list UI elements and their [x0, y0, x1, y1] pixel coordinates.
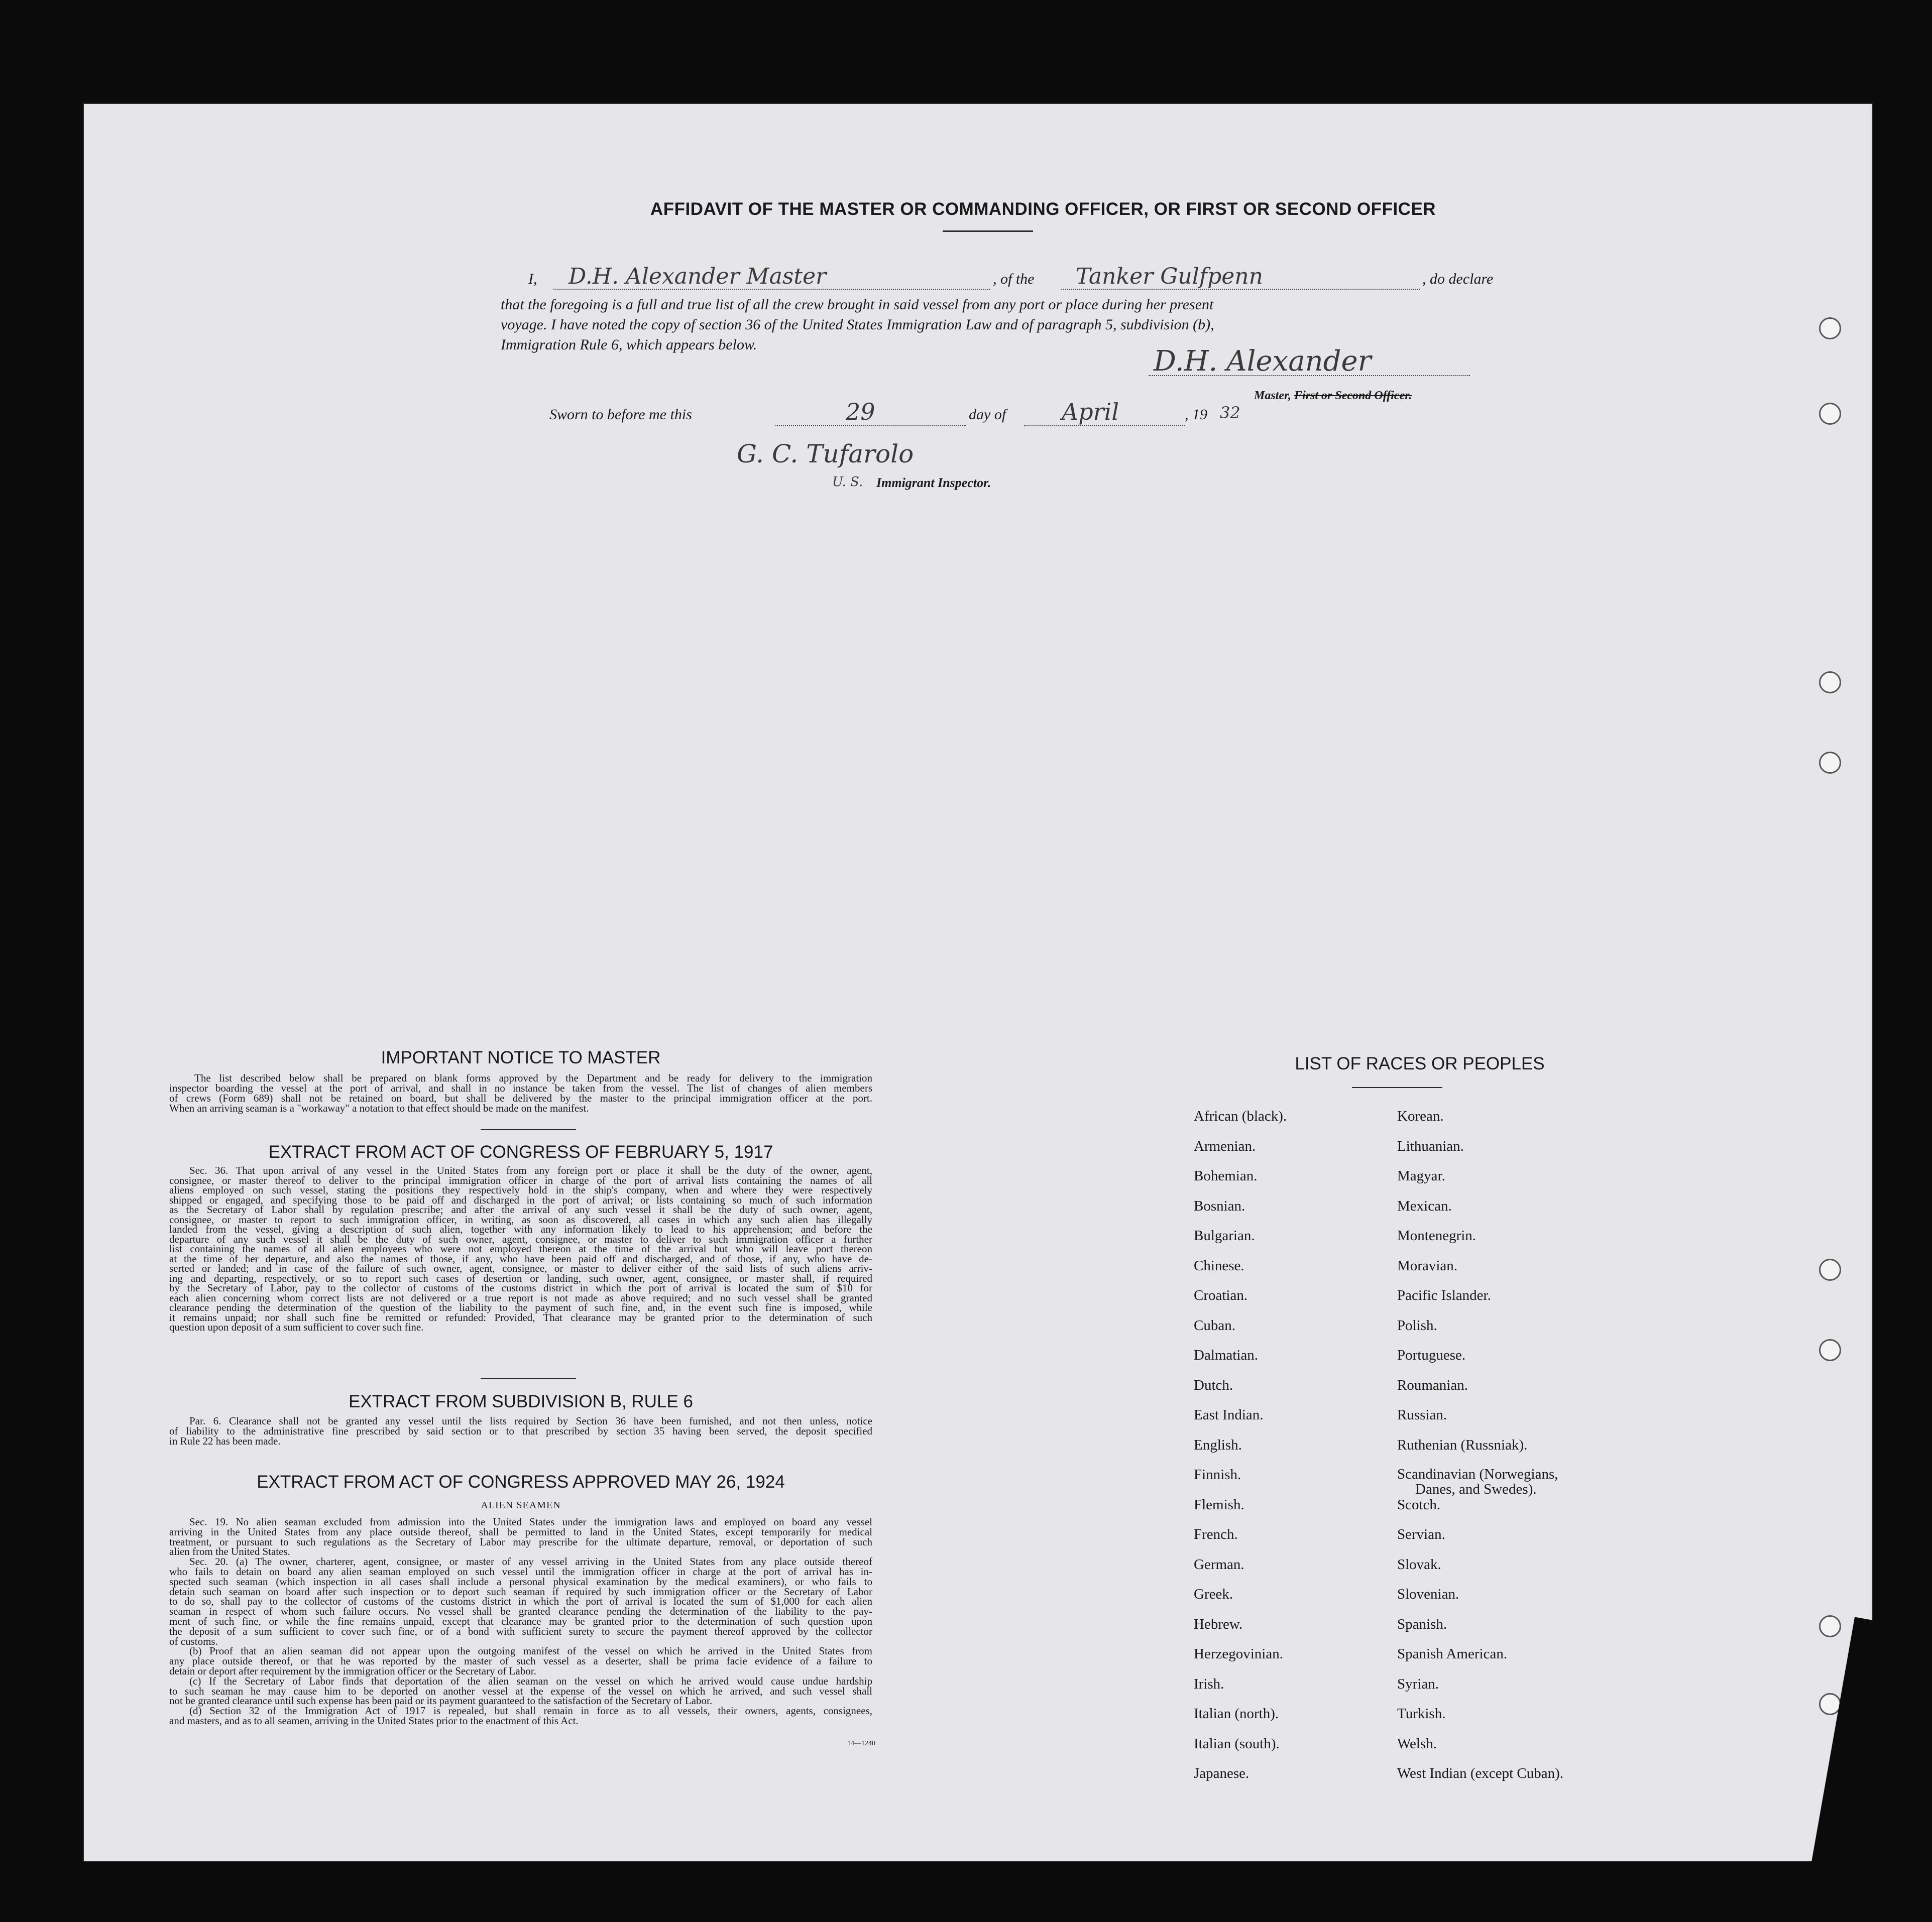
race-item: Armenian. — [1194, 1138, 1256, 1154]
extract-1917-line: landed from the vessel, giving a description of such alien, together with any information likely to lead to his apprehension; and before the — [169, 1223, 872, 1235]
race-item: Bosnian. — [1194, 1197, 1245, 1214]
race-item: Flemish. — [1194, 1496, 1244, 1513]
of-the-text: , of the — [993, 271, 1035, 287]
declaration-line — [528, 264, 1608, 294]
race-item: Portuguese. — [1397, 1347, 1466, 1363]
extract-1917-line: by the Secretary of Labor, pay to the collector of customs of the customs district in which the port of arrival is located the sum of $10 for — [169, 1282, 872, 1294]
affidavit-body-line: voyage. I have noted the copy of section 36 of the United States Immigration Law and of paragraph 5, subdivision (b), — [501, 316, 1214, 333]
race-item: West Indian (except Cuban). — [1397, 1765, 1564, 1781]
punch-hole-icon — [1819, 1615, 1841, 1637]
punch-hole-icon — [1819, 752, 1841, 774]
race-item: Italian (south). — [1194, 1735, 1280, 1752]
extract-1917-line: aliens employed on such vessel, stating the positions they respectively hold in the ship's company, when and where they were respectively — [169, 1184, 872, 1196]
punch-hole-icon — [1819, 1693, 1841, 1715]
extract-1917-line: it remains unpaid; nor shall such fine be remitted or refunded: Provided, That clearance may be granted prior to the determination of such — [169, 1311, 872, 1324]
race-item: Bohemian. — [1194, 1168, 1258, 1184]
do-declare-text: , do declare — [1422, 271, 1494, 287]
extract-1924-line: not be granted clearance until such expense has been paid or its payment guaranteed to the satisfaction of the Secretary of Labor. — [169, 1695, 713, 1707]
master-label: Master, — [1254, 389, 1292, 402]
race-item: Finnish. — [1194, 1467, 1241, 1483]
extract-1924-line: (b) Proof that an alien seaman did not appear upon the outgoing manifest of the vessel on which he arrived in the United States from — [189, 1645, 872, 1657]
affidavit-body-line: Immigration Rule 6, which appears below. — [501, 336, 757, 353]
extract-1917-line: each alien concerning whom correct lists are not delivered or a true report is not made as above required; and no such vessel shall be granted — [169, 1291, 872, 1304]
race-item: Japanese. — [1194, 1765, 1249, 1781]
extract-1924-line: treatment, or pursuant to such regulations as the Secretary of Labor may prescribe for the ultimate departure, removal, or deportation of such — [169, 1535, 872, 1548]
extract-1917-line: departure of any such vessel it shall be the duty of such owner, agent, consignee, or master to deliver to such immigration officer a further — [169, 1233, 872, 1245]
race-item-scandinavian: Scandinavian (Norwegians, — [1397, 1466, 1558, 1482]
race-item: Korean. — [1397, 1108, 1444, 1124]
notice-title: IMPORTANT NOTICE TO MASTER — [381, 1048, 661, 1067]
day-of-text: day of — [969, 406, 1006, 423]
extract-rule6-line: Par. 6. Clearance shall not be granted any vessel until the lists required by Section 36 have been furnished, and not then unless, notice — [189, 1415, 872, 1427]
affidavit-title: AFFIDAVIT OF THE MASTER OR COMMANDING OFFICER, OR FIRST OR SECOND OFFICER — [650, 199, 1436, 219]
prefix-i: I, — [528, 271, 537, 287]
races-title: LIST OF RACES OR PEOPLES — [1295, 1054, 1545, 1073]
extract-1924-line: the deposit of a sum sufficient to cover such fine, or of a bond with sufficient surety to secure the payment thereof approved by the collector — [169, 1625, 872, 1637]
divider — [481, 1129, 576, 1130]
extract-1917-line: question upon deposit of a sum sufficient to cover such fine. — [169, 1321, 424, 1333]
extract-1917-body — [169, 1166, 872, 1333]
extract-1924-line: ment of such fine, or while the fine remains unpaid, except that clearance may be granted prior to the determination of such question upon — [169, 1615, 872, 1627]
year-suffix: 32 — [1220, 403, 1240, 422]
race-item: Italian (north). — [1194, 1706, 1279, 1722]
race-item: Croatian. — [1194, 1287, 1248, 1303]
race-item: Scotch. — [1397, 1496, 1441, 1513]
extract-1924-line: any place outside thereof, or that he was reported by the master of such vessel as a deserter, shall be prima facie evidence of a failure to — [169, 1655, 872, 1667]
extract-rule6-line: of liability to the administrative fine prescribed by said section or to that prescribed by section 35 having been served, the deposit specified — [169, 1425, 872, 1437]
races-left-list — [1194, 1108, 1287, 1795]
races-right-list — [1397, 1108, 1563, 1795]
race-item: Irish. — [1194, 1675, 1224, 1692]
race-item: English. — [1194, 1436, 1242, 1453]
race-item: Dalmatian. — [1194, 1347, 1259, 1363]
extract-1924-line: to do so, shall pay to the collector of customs of the customs district in which the port of arrival is located the sum of $1,000 for each alien — [169, 1595, 872, 1608]
race-item: Cuban. — [1194, 1317, 1235, 1334]
sworn-month: April — [1062, 398, 1119, 425]
divider — [481, 1378, 576, 1379]
inspector-title: Immigrant Inspector. — [876, 475, 991, 490]
inspector-signature: G. C. Tufarolo — [737, 439, 914, 468]
race-item: Mexican. — [1397, 1197, 1452, 1214]
race-item: Turkish. — [1397, 1706, 1446, 1722]
race-item: African (black). — [1194, 1108, 1287, 1124]
extract-1917-line: as the Secretary of Labor shall by regulation prescribe; and after the arrival of any such vessel it shall be the duty of such owner, agent, — [169, 1204, 872, 1216]
struck-officer-label: First or Second Officer. — [1294, 389, 1412, 402]
race-item: French. — [1194, 1526, 1238, 1542]
signature-blank — [1149, 374, 1470, 376]
signature-caption — [1254, 389, 1412, 403]
extract-1917-line: Sec. 36. That upon arrival of any vessel in the United States from any foreign port or place it shall be the duty of the owner, agent, — [189, 1164, 872, 1176]
extract-1924-line: Sec. 19. No alien seaman excluded from admission into the United States under the immigration laws and employed on board any vessel — [189, 1516, 872, 1528]
master-signature: D.H. Alexander — [1154, 345, 1372, 378]
race-item: Ruthenian (Russniak). — [1397, 1436, 1528, 1453]
race-item: Roumanian. — [1397, 1377, 1468, 1393]
extract-1924-line: (c) If the Secretary of Labor finds that deportation of the alien seaman on the vessel on which he arrived would cause undue hardship — [189, 1674, 872, 1687]
extract-1924-line: to such seaman he may cause him to be deported on another vessel at the expense of the vessel on which he arrived, and such vessel shall — [169, 1685, 872, 1697]
punch-hole-icon — [1819, 317, 1841, 339]
extract-1917-line: clearance pending the determination of the question of the liability to the payment of such fine, and, in the event such fine is imposed, while — [169, 1301, 872, 1313]
extract-rule6-line: in Rule 22 has been made. — [169, 1435, 281, 1447]
extract-1924-line: seaman in respect of whom such failure occurs. No vessel shall be granted clearance pending the determination of the liability to the pay- — [169, 1605, 872, 1618]
race-item: Servian. — [1397, 1526, 1445, 1542]
extract-1924-line: spected such seaman (which inspection in all cases shall include a personal physical examination by the medical examiners), or who fails to — [169, 1575, 872, 1588]
punch-hole-icon — [1819, 671, 1841, 693]
sworn-prefix: Sworn to before me this — [549, 406, 692, 423]
vessel-handwritten: Tanker Gulfpenn — [1076, 264, 1263, 289]
race-item: Greek. — [1194, 1586, 1233, 1602]
race-item: Dutch. — [1194, 1377, 1233, 1393]
extract-1917-line: serted or landed; and in case of the failure of such owner, agent, consignee, or master to deliver either of the said lists of such aliens arriv- — [169, 1262, 872, 1274]
notice-body — [169, 1073, 872, 1113]
race-item: Chinese. — [1194, 1257, 1244, 1274]
extract-rule6-body — [169, 1416, 872, 1446]
extract-1924-line: detain or deport after requirement by the immigration officer or the Secretary of Labor. — [169, 1664, 536, 1677]
punch-hole-icon — [1819, 1339, 1841, 1361]
race-item: Hebrew. — [1194, 1616, 1243, 1632]
race-item: Moravian. — [1397, 1257, 1457, 1274]
race-item: German. — [1194, 1556, 1244, 1573]
extract-rule6-title: EXTRACT FROM SUBDIVISION B, RULE 6 — [349, 1392, 693, 1411]
race-item: Herzegovinian. — [1194, 1646, 1283, 1662]
extract-1917-line: consignee, or master thereof to deliver to the principal immigration officer in charge of the port of arrival lists containing the names of all — [169, 1174, 872, 1186]
inspector-prefix: U. S. — [832, 474, 863, 490]
extract-1917-line: consignee, or master to report to such immigration officer, in writing, as soon as discovered, all cases in which any such alien has illegally — [169, 1213, 872, 1226]
title-rule — [943, 230, 1033, 232]
extract-1924-title: EXTRACT FROM ACT OF CONGRESS APPROVED MAY 26, 1924 — [257, 1472, 785, 1492]
race-item: Slovak. — [1397, 1556, 1441, 1573]
race-item — [1397, 1467, 1563, 1497]
extract-1917-line: list containing the names of all alien employees who were not employed thereon at the time of the arrival but who will leave port thereon — [169, 1243, 872, 1255]
punch-hole-icon — [1819, 403, 1841, 425]
notice-line: of crews (Form 689) shall not be retained on board, but shall be delivered by the master to the principal immigration officer at the port. — [169, 1092, 872, 1104]
extract-1924-line: (d) Section 32 of the Immigration Act of 1917 is repealed, but shall remain in force as to all vessels, their owners, agents, consignees, — [189, 1705, 872, 1717]
sworn-day: 29 — [846, 398, 875, 425]
extract-1917-line: at the time of her departure, and also the names of those, if any, who have been paid off and discharged, and of those, if any, who have de- — [169, 1252, 872, 1265]
extract-1924-line: Sec. 20. (a) The owner, charterer, agent, consignee, or master of any vessel arriving in the United States from any place outside thereof — [189, 1555, 872, 1568]
race-item: East Indian. — [1194, 1407, 1264, 1423]
race-item: Syrian. — [1397, 1675, 1439, 1692]
race-item: Montenegrin. — [1397, 1228, 1476, 1244]
extract-1917-title: EXTRACT FROM ACT OF CONGRESS OF FEBRUARY 5, 1917 — [268, 1142, 773, 1162]
extract-1917-line: shipped or engaged, and specifying those to be paid off and discharged in the port of arrival; or lists containing so much of such information — [169, 1193, 872, 1206]
extract-1917-line: ing and departing, respectively, or so to report such cases of desertion or landing, such owner, agent, consignee, or master shall, if required — [169, 1272, 872, 1284]
affidavit-body-line: that the foregoing is a full and true list of all the crew brought in said vessel from any port or place during her present — [501, 296, 1214, 313]
race-item: Magyar. — [1397, 1168, 1445, 1184]
extract-1924-line: alien from the United States. — [169, 1545, 290, 1558]
race-item-scandinavian-cont: Danes, and Swedes). — [1415, 1481, 1537, 1497]
extract-1924-line: detain such seaman on board after such inspection or to deport such seaman if required by such immigration officer or the Secretary of Labor — [169, 1585, 872, 1598]
races-title-rule — [1352, 1087, 1442, 1088]
extract-1924-line: who fails to detain on board any alien seaman employed on such vessel until the immigration officer in charge at the port of arrival has in- — [169, 1565, 872, 1578]
extract-1924-body — [169, 1517, 872, 1726]
notice-line: inspector boarding the vessel at the port of arrival, and shall in no instance be taken from the vessel. The list of changes of alien members — [169, 1082, 872, 1094]
race-item: Polish. — [1397, 1317, 1437, 1334]
extract-1924-line: and masters, and as to all seamen, arriving in the United States prior to the enactment of this Act. — [169, 1714, 579, 1727]
punch-hole-icon — [1819, 1259, 1841, 1281]
race-item: Welsh. — [1397, 1735, 1437, 1752]
race-item: Spanish American. — [1397, 1646, 1508, 1662]
declarant-handwritten: D.H. Alexander Master — [569, 264, 827, 289]
form-number: 14—1240 — [847, 1740, 875, 1747]
race-item: Lithuanian. — [1397, 1138, 1464, 1154]
race-item: Bulgarian. — [1194, 1228, 1255, 1244]
extract-1924-line: arriving in the United States from any place outside thereof, shall be permitted to land in the United States, except temporarily for medical — [169, 1525, 872, 1538]
race-item: Pacific Islander. — [1397, 1287, 1491, 1303]
race-item: Russian. — [1397, 1407, 1447, 1423]
notice-line: When an arriving seaman is a "workaway" a notation to that effect should be made on the manifest. — [169, 1102, 589, 1114]
extract-1924-line: of customs. — [169, 1635, 218, 1647]
race-item: Slovenian. — [1397, 1586, 1459, 1602]
document-page — [83, 103, 1873, 1862]
notice-line: The list described below shall be prepared on blank forms approved by the Department and be ready for delivery to the immigration — [194, 1072, 872, 1084]
sworn-line — [549, 395, 1253, 430]
extract-1924-subtitle: ALIEN SEAMEN — [481, 1500, 561, 1511]
race-item: Spanish. — [1397, 1616, 1447, 1632]
year-prefix: , 19 — [1185, 406, 1207, 423]
